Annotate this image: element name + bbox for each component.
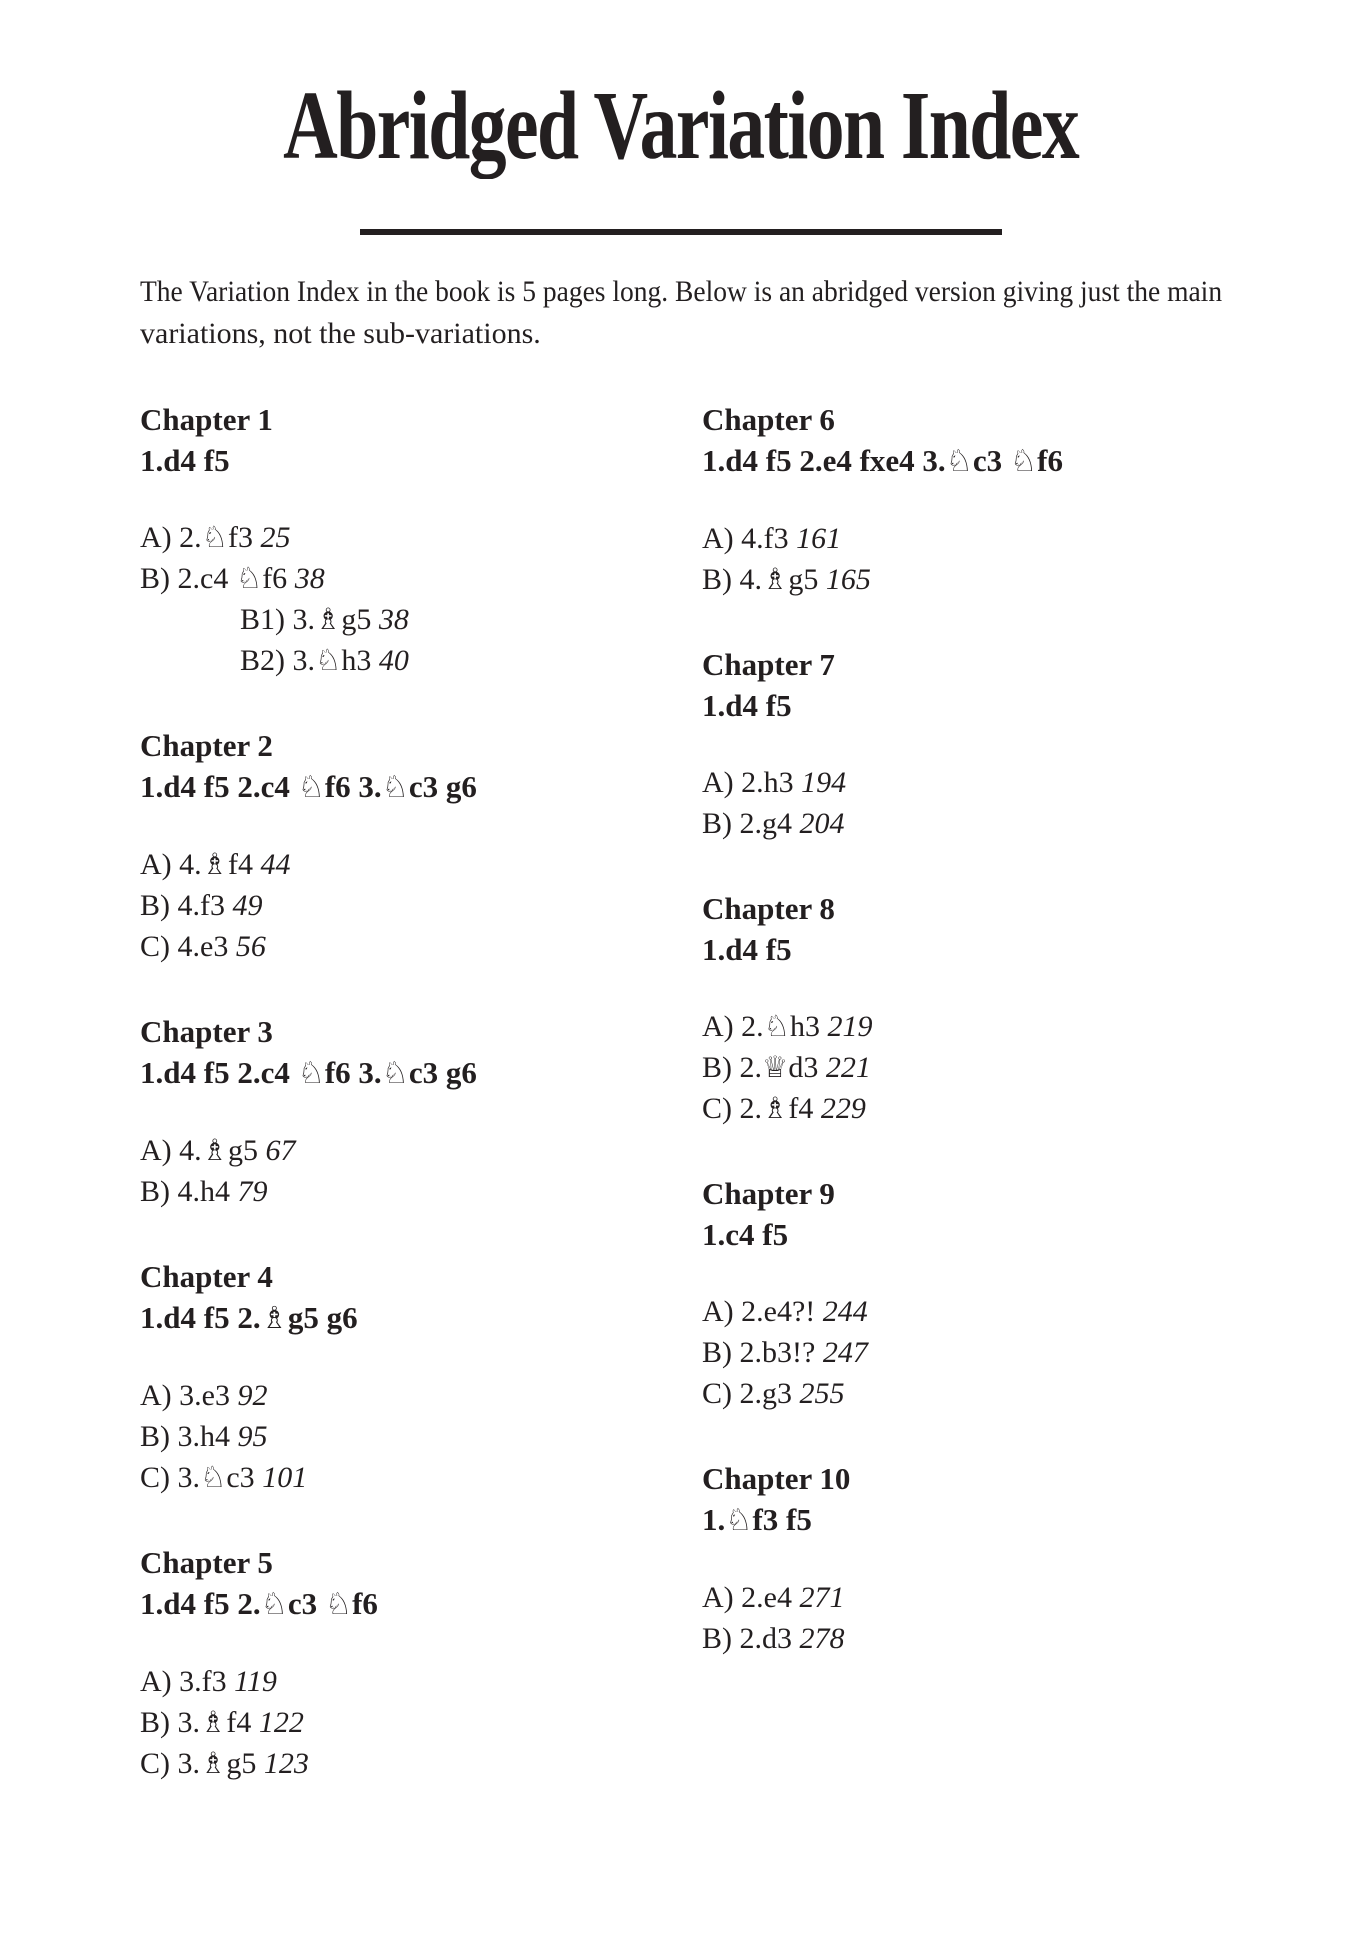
chess-figurine-icon: ♗ xyxy=(315,601,342,636)
variation-page-number: 38 xyxy=(378,602,409,636)
chapter-block xyxy=(140,725,702,967)
chess-figurine-icon: ♘ xyxy=(763,1008,791,1043)
variation-page-number: 244 xyxy=(822,1294,868,1328)
chapter-heading: Chapter 6 xyxy=(702,401,835,437)
variation-label: A) xyxy=(702,521,734,555)
variation-move: 2.♗f4 xyxy=(739,1090,814,1125)
variation-move: 3.♗g5 xyxy=(292,601,372,636)
variation-move: 3.♘c3 xyxy=(177,1459,255,1494)
chapter-moves: 1.♘f3 f5 xyxy=(702,1501,812,1538)
variation-label: A) xyxy=(702,1294,734,1328)
chapter-moves: 1.d4 f5 xyxy=(140,442,230,478)
chess-figurine-icon: ♘ xyxy=(381,769,409,805)
intro-line-2: variations, not the sub-variations. xyxy=(140,316,541,350)
chess-figurine-icon: ♘ xyxy=(200,1459,227,1494)
variation-page-number: 221 xyxy=(825,1050,871,1084)
variation-label: A) xyxy=(140,1664,172,1698)
variation-line xyxy=(140,1130,702,1171)
variation-move: 3.♗f4 xyxy=(177,1704,252,1739)
variation-move: 2.e4?! xyxy=(741,1294,816,1328)
variation-line xyxy=(140,1375,702,1416)
variation-move: 4.f3 xyxy=(741,521,789,555)
variation-page-number: 255 xyxy=(799,1376,845,1410)
variation-line xyxy=(702,762,1222,803)
variation-line xyxy=(140,517,702,558)
chapter-heading: Chapter 7 xyxy=(702,646,835,682)
chapter-moves: 1.d4 f5 2.c4 ♘f6 3.♘c3 g6 xyxy=(140,768,477,805)
variation-label: B) xyxy=(702,1621,732,1655)
variation-move: 2.d3 xyxy=(739,1621,792,1655)
variation-move: 3.h4 xyxy=(177,1419,230,1453)
chess-figurine-icon: ♘ xyxy=(297,1055,325,1091)
chess-figurine-icon: ♗ xyxy=(762,1090,789,1125)
left-column xyxy=(140,399,702,1784)
variation-line xyxy=(702,1047,1222,1088)
variation-label: B) xyxy=(140,561,170,595)
variation-line xyxy=(140,1416,702,1457)
variation-line xyxy=(140,844,702,885)
variation-line xyxy=(140,1702,702,1743)
variation-label: B2) xyxy=(240,643,285,677)
variation-page-number: 229 xyxy=(820,1091,866,1125)
variation-move: 4.♗g5 xyxy=(739,561,819,596)
chess-figurine-icon: ♘ xyxy=(201,519,229,554)
variation-move: 4.♗g5 xyxy=(179,1132,259,1167)
chapter-block xyxy=(140,1011,702,1212)
variation-line xyxy=(702,1577,1222,1618)
variation-label: B) xyxy=(140,1705,170,1739)
variation-page-number: 194 xyxy=(801,765,847,799)
index-columns xyxy=(140,399,1222,1784)
variation-list xyxy=(702,762,1222,844)
variation-page-number: 247 xyxy=(822,1335,868,1369)
chapter-block xyxy=(140,399,702,681)
variation-move: 3.f3 xyxy=(179,1664,227,1698)
variation-list xyxy=(140,517,702,681)
variation-label: B) xyxy=(702,1335,732,1369)
chapter-moves: 1.d4 f5 2.♗g5 g6 xyxy=(140,1299,358,1336)
variation-page-number: 25 xyxy=(260,520,291,554)
variation-label: B1) xyxy=(240,602,285,636)
variation-label: A) xyxy=(702,1580,734,1614)
variation-move: 2.g3 xyxy=(739,1376,792,1410)
chess-figurine-icon: ♘ xyxy=(945,443,973,479)
variation-move: 2.♘h3 xyxy=(741,1008,821,1043)
chapter-moves: 1.d4 f5 2.♘c3 ♘f6 xyxy=(140,1585,378,1622)
variation-move: 2.♘f3 xyxy=(179,519,254,554)
chapter-block xyxy=(702,399,1222,600)
variation-list xyxy=(702,1291,1222,1414)
variation-line xyxy=(702,1618,1222,1659)
page-title-text: Abridged Variation Index xyxy=(283,72,1079,179)
variation-page-number: 165 xyxy=(825,562,871,596)
chess-figurine-icon: ♘ xyxy=(725,1502,753,1538)
variation-move: 4.f3 xyxy=(177,888,225,922)
variation-move: 3.e3 xyxy=(179,1378,230,1412)
variation-list xyxy=(140,1130,702,1212)
variation-page-number: 101 xyxy=(262,1460,308,1494)
variation-move: 4.♗f4 xyxy=(179,846,254,881)
variation-move: 2.b3!? xyxy=(739,1335,816,1369)
variation-page-number: 122 xyxy=(258,1705,304,1739)
chess-figurine-icon: ♗ xyxy=(201,846,229,881)
variation-label: B) xyxy=(140,888,170,922)
variation-page-number: 67 xyxy=(265,1133,296,1167)
variation-line xyxy=(702,1006,1222,1047)
variation-list xyxy=(140,1375,702,1498)
variation-move: 3.♘h3 xyxy=(292,642,372,677)
variation-page-number: 271 xyxy=(799,1580,845,1614)
variation-list xyxy=(140,844,702,967)
variation-line xyxy=(140,1171,702,1212)
variation-line xyxy=(702,1332,1222,1373)
chess-figurine-icon: ♕ xyxy=(762,1049,789,1084)
variation-line xyxy=(140,1743,702,1784)
chapter-heading: Chapter 3 xyxy=(140,1013,273,1049)
chapter-block xyxy=(702,644,1222,844)
chess-figurine-icon: ♗ xyxy=(200,1704,227,1739)
variation-list xyxy=(140,1661,702,1784)
variation-label: C) xyxy=(702,1091,732,1125)
variation-line xyxy=(140,640,702,681)
variation-page-number: 219 xyxy=(827,1009,873,1043)
variation-page-number: 92 xyxy=(237,1378,268,1412)
chapter-heading: Chapter 5 xyxy=(140,1544,273,1580)
chapter-moves: 1.d4 f5 2.e4 fxe4 3.♘c3 ♘f6 xyxy=(702,442,1063,479)
variation-line xyxy=(702,1291,1222,1332)
variation-move: 2.♕d3 xyxy=(739,1049,819,1084)
variation-line xyxy=(702,518,1222,559)
chapter-heading: Chapter 1 xyxy=(140,401,273,437)
variation-move: 4.e3 xyxy=(177,929,229,963)
chapter-heading: Chapter 9 xyxy=(702,1175,835,1211)
variation-line xyxy=(140,558,702,599)
variation-label: A) xyxy=(140,1133,172,1167)
chess-figurine-icon: ♘ xyxy=(260,1586,288,1622)
chess-figurine-icon: ♘ xyxy=(381,1055,409,1091)
chapter-moves: 1.c4 f5 xyxy=(702,1216,789,1252)
variation-list xyxy=(702,1577,1222,1659)
variation-line xyxy=(702,1088,1222,1129)
chess-figurine-icon: ♗ xyxy=(201,1132,229,1167)
chess-figurine-icon: ♗ xyxy=(200,1745,227,1780)
intro-paragraph xyxy=(140,271,1222,355)
variation-move: 2.g4 xyxy=(739,806,792,840)
variation-page-number: 119 xyxy=(234,1664,277,1698)
variation-label: B) xyxy=(702,1050,732,1084)
variation-label: A) xyxy=(702,765,734,799)
variation-page-number: 79 xyxy=(237,1174,268,1208)
chess-figurine-icon: ♘ xyxy=(315,642,342,677)
variation-line xyxy=(140,926,702,967)
variation-page-number: 44 xyxy=(260,847,291,881)
chapter-heading: Chapter 4 xyxy=(140,1258,273,1294)
chess-figurine-icon: ♘ xyxy=(235,560,263,595)
chess-figurine-icon: ♗ xyxy=(762,561,789,596)
variation-label: C) xyxy=(140,929,170,963)
chapter-heading: Chapter 2 xyxy=(140,727,273,763)
variation-page-number: 38 xyxy=(294,561,325,595)
chapter-block xyxy=(702,888,1222,1129)
chapter-block xyxy=(702,1173,1222,1414)
variation-line xyxy=(140,885,702,926)
chapter-moves: 1.d4 f5 2.c4 ♘f6 3.♘c3 g6 xyxy=(140,1054,477,1091)
page-title xyxy=(0,0,1362,179)
variation-label: B) xyxy=(702,562,732,596)
variation-label: C) xyxy=(140,1746,170,1780)
chapter-heading: Chapter 10 xyxy=(702,1460,851,1496)
variation-line xyxy=(140,1457,702,1498)
variation-move: 3.♗g5 xyxy=(177,1745,257,1780)
chapter-moves: 1.d4 f5 xyxy=(702,687,792,723)
variation-label: A) xyxy=(140,1378,172,1412)
title-rule xyxy=(360,229,1002,235)
variation-page-number: 95 xyxy=(237,1419,268,1453)
variation-page-number: 123 xyxy=(263,1746,309,1780)
chapter-moves: 1.d4 f5 xyxy=(702,931,792,967)
variation-move: 2.c4 ♘f6 xyxy=(177,560,288,595)
variation-page-number: 161 xyxy=(796,521,842,555)
variation-move: 4.h4 xyxy=(177,1174,230,1208)
chess-figurine-icon: ♗ xyxy=(260,1300,288,1336)
variation-page-number: 278 xyxy=(799,1621,845,1655)
chapter-block xyxy=(140,1256,702,1498)
chapter-heading: Chapter 8 xyxy=(702,890,835,926)
variation-page-number: 204 xyxy=(799,806,845,840)
variation-list xyxy=(702,518,1222,600)
variation-label: B) xyxy=(702,806,732,840)
right-column xyxy=(702,399,1222,1784)
chess-figurine-icon: ♘ xyxy=(1009,443,1038,479)
variation-label: B) xyxy=(140,1419,170,1453)
variation-line xyxy=(140,599,702,640)
chapter-block xyxy=(702,1458,1222,1659)
variation-label: C) xyxy=(702,1376,732,1410)
variation-label: A) xyxy=(140,847,172,881)
variation-line xyxy=(702,803,1222,844)
chess-figurine-icon: ♘ xyxy=(297,769,325,805)
variation-line xyxy=(702,559,1222,600)
variation-label: A) xyxy=(140,520,172,554)
variation-move: 2.e4 xyxy=(741,1580,792,1614)
variation-label: C) xyxy=(140,1460,170,1494)
variation-label: B) xyxy=(140,1174,170,1208)
variation-label: A) xyxy=(702,1009,734,1043)
variation-page-number: 56 xyxy=(235,929,266,963)
chess-figurine-icon: ♘ xyxy=(324,1586,353,1622)
variation-page-number: 49 xyxy=(232,888,263,922)
variation-move: 2.h3 xyxy=(741,765,794,799)
intro-line-1: The Variation Index in the book is 5 pages long. Below is an abridged version giving just the main xyxy=(140,274,1223,308)
variation-line xyxy=(702,1373,1222,1414)
variation-list xyxy=(702,1006,1222,1129)
variation-line xyxy=(140,1661,702,1702)
variation-page-number: 40 xyxy=(378,643,409,677)
chapter-block xyxy=(140,1542,702,1784)
